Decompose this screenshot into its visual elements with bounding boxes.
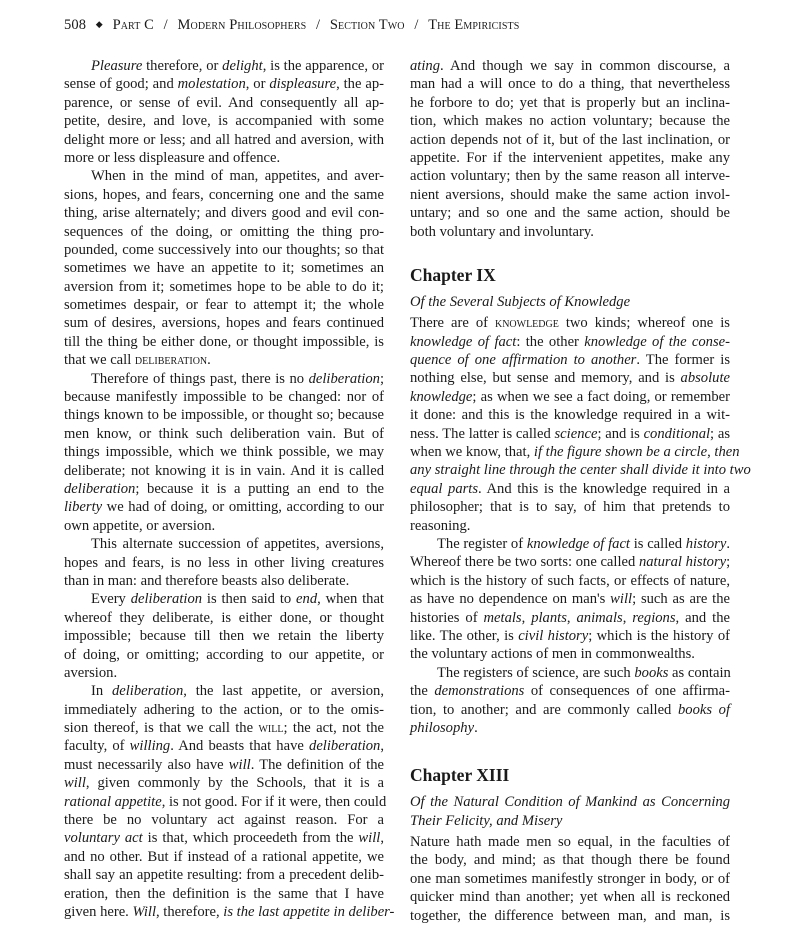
body-text: quicker mind than another; yet when all is reckoned xyxy=(410,889,730,906)
spacer xyxy=(410,737,730,763)
body-text: things impossible, which we think possible, we may xyxy=(64,444,384,461)
body-text: histories of xyxy=(410,609,484,626)
text-line xyxy=(410,94,730,112)
text-line xyxy=(410,590,730,608)
body-text: . And this is the knowledge required in a xyxy=(478,480,731,497)
text-line xyxy=(64,462,384,480)
text-line xyxy=(410,406,730,424)
italic-text: equal parts xyxy=(410,480,479,497)
body-text: of consequences of one affirma- xyxy=(524,683,730,700)
body-text: sequences of the doing, or omitting the thing pro- xyxy=(64,223,384,240)
text-line xyxy=(410,461,751,479)
body-text: than in man: and therefore beasts also deliberate. xyxy=(64,572,350,589)
text-line xyxy=(410,351,730,369)
italic-text: absolute xyxy=(680,370,730,387)
text-line xyxy=(64,278,384,296)
text-line xyxy=(64,296,384,314)
part-label: Part C xyxy=(112,17,154,33)
body-text: , xyxy=(566,609,577,626)
body-text: , or xyxy=(245,76,270,93)
body-text: ; as xyxy=(710,425,731,442)
body-text: men know, or think such deliberation vain. But of xyxy=(64,425,384,442)
body-text: parence, or sense of evil. And consequently all ap- xyxy=(64,94,384,111)
text-line xyxy=(64,498,384,516)
italic-text: demonstrations xyxy=(434,683,525,700)
italic-text: deliberation xyxy=(130,591,203,608)
body-text: , the ap- xyxy=(336,76,384,93)
text-line xyxy=(410,333,730,351)
body-text: more or less displeasure and offence. xyxy=(64,149,281,166)
text-line xyxy=(64,885,384,903)
italic-text: any straight line through the center shall divide it into two xyxy=(410,462,751,479)
body-text: hopes and fears, is no less in other living creatures xyxy=(64,554,384,571)
topic-label: The Empiricists xyxy=(428,17,520,33)
right-column xyxy=(410,57,751,925)
body-text: ; such as are the xyxy=(632,591,730,608)
text-line xyxy=(410,186,730,204)
text-line xyxy=(64,94,384,112)
body-text: he forbore to do; yet that is properly but an inclina- xyxy=(410,94,730,111)
body-text: ; the act, not the xyxy=(283,720,384,737)
text-line xyxy=(64,719,384,737)
body-text: thing, arise alternately; and divers good and evil con- xyxy=(64,205,384,222)
italic-text: philosophy xyxy=(410,719,475,736)
body-text: it done: and this is the knowledge required in a wit- xyxy=(410,407,730,424)
text-line xyxy=(410,443,740,461)
body-text: philosopher; that is to say, of him that pretends to xyxy=(410,499,730,516)
italic-text: liberty xyxy=(64,499,103,516)
continuation-lines xyxy=(410,57,730,241)
body-text: Whereof there be two sorts: one called xyxy=(410,554,639,571)
chapter-title: Chapter XIII xyxy=(410,765,510,786)
text-line xyxy=(64,646,384,664)
text-line xyxy=(410,553,730,571)
text-line xyxy=(410,75,730,93)
body-text: impossible; because till then we retain the liberty xyxy=(64,628,384,645)
small-caps-text: will xyxy=(258,720,284,737)
body-text: whereof they deliberate, is either done, or thought xyxy=(64,609,384,626)
body-text: . xyxy=(207,352,211,369)
body-text: , when that xyxy=(317,591,384,608)
italic-text: Pleasure xyxy=(91,58,143,74)
italic-text: civil history xyxy=(518,627,589,644)
italic-text: deliberation xyxy=(308,370,380,387)
italic-text: deliberation xyxy=(111,683,184,700)
body-text: eration, then the definition is the same that I have xyxy=(64,885,384,902)
body-text: , the last appetite, or aversion, xyxy=(183,683,384,700)
body-text: . xyxy=(474,719,478,736)
text-line xyxy=(64,627,384,645)
text-line xyxy=(64,223,384,241)
italic-text: regions xyxy=(632,609,676,626)
text-line xyxy=(410,535,730,553)
italic-text: will xyxy=(228,756,251,773)
body-text: The register of xyxy=(437,535,527,552)
text-line xyxy=(64,848,384,866)
body-text: one man sometimes manifestly stronger in body, or of xyxy=(410,870,730,887)
text-line xyxy=(64,590,384,608)
body-text: , is not good. For if it were, then could xyxy=(161,793,387,810)
body-text: , xyxy=(380,738,385,755)
small-caps-text: deliberation xyxy=(134,352,208,369)
text-line xyxy=(410,833,730,851)
text-line xyxy=(410,907,730,925)
body-text: sometimes we have an appetite to it; sometimes an xyxy=(64,260,384,277)
text-line xyxy=(410,851,730,869)
separator: / xyxy=(414,17,419,33)
body-text: deliberate; not knowing it is in vain. And it is called xyxy=(64,462,384,479)
body-text: action depends not of it, but of the last inclination, or xyxy=(410,131,730,148)
text-line xyxy=(410,167,730,185)
text-line xyxy=(64,682,384,700)
text-line xyxy=(64,370,384,388)
body-text: which is the history of such facts, or effects of nature, xyxy=(410,572,730,589)
body-text: sum of desires, aversions, hopes and fears continued xyxy=(64,315,384,332)
body-text: the body, and mind; as that though there be found xyxy=(410,852,730,869)
left-column-lines xyxy=(64,57,395,921)
text-line xyxy=(410,223,730,241)
text-line xyxy=(64,572,384,590)
body-text: , xyxy=(707,444,715,461)
body-text: , given commonly by the Schools, that it is a xyxy=(85,775,384,792)
body-text: . And beasts that have xyxy=(170,738,310,755)
body-text: . The former is xyxy=(636,352,730,369)
text-line xyxy=(64,333,384,351)
body-text: that we call xyxy=(64,352,135,369)
text-line xyxy=(410,425,730,443)
text-line xyxy=(64,443,384,461)
body-text: When in the mind of man, appetites, and aver- xyxy=(91,168,384,185)
small-caps-text: knowledge xyxy=(494,315,559,332)
body-text: , xyxy=(380,830,384,847)
italic-text: science xyxy=(554,425,598,442)
body-text: nothing else, but sense and memory, and is xyxy=(410,370,681,387)
italic-text: books of xyxy=(677,701,730,718)
italic-text: will xyxy=(610,591,633,608)
text-line xyxy=(410,664,730,682)
text-line xyxy=(64,903,395,921)
body-text: ness. The latter is called xyxy=(410,425,555,442)
text-line xyxy=(64,314,384,332)
italic-text: knowledge of fact xyxy=(526,535,630,552)
text-line xyxy=(410,517,730,535)
body-text: , xyxy=(622,609,633,626)
body-text: ; xyxy=(379,370,384,387)
body-text: ; as when we see a fact doing, or remember xyxy=(472,388,730,405)
body-text: like. The other, is xyxy=(410,627,519,644)
italic-text: Will xyxy=(132,903,156,920)
text-line xyxy=(64,866,384,884)
chapter-xiii xyxy=(410,763,730,925)
italic-text: knowledge xyxy=(410,388,473,405)
body-text: sense of good; and xyxy=(64,76,178,93)
text-line xyxy=(64,774,384,792)
body-text: delight more or less; and all hatred and aversion, with xyxy=(64,131,384,148)
page-number: 508 xyxy=(64,17,87,33)
body-text: ; xyxy=(726,554,731,571)
text-line xyxy=(410,719,730,737)
italic-text: knowledge of fact xyxy=(410,333,517,350)
body-text: the xyxy=(410,683,435,700)
chapter-title: Chapter IX xyxy=(410,264,496,285)
body-text: sion thereof, is that we call the xyxy=(64,720,259,737)
text-line xyxy=(410,149,730,167)
italic-text: if the figure shown be a circle xyxy=(533,444,708,461)
text-line xyxy=(64,112,384,130)
body-text: together, the difference between man, and man, is xyxy=(410,907,730,924)
text-line xyxy=(64,75,384,93)
text-line xyxy=(410,609,730,627)
text-line xyxy=(64,793,387,811)
italic-text: plants xyxy=(531,609,567,626)
body-text: as contain xyxy=(668,664,731,681)
text-line xyxy=(64,186,384,204)
body-text: is then said to xyxy=(202,591,297,608)
chapter-xiii-body xyxy=(410,833,730,925)
italic-text: animals xyxy=(576,609,623,626)
left-column xyxy=(64,57,395,921)
body-text: of doing, or omitting; according to our appetite, or xyxy=(64,646,384,663)
italic-text: rational appetite xyxy=(64,793,162,810)
italic-text: deliberation xyxy=(309,738,381,755)
text-line xyxy=(64,811,384,829)
text-line xyxy=(410,572,730,590)
body-text: Every xyxy=(91,591,131,608)
text-line xyxy=(64,388,384,406)
text-line xyxy=(64,701,384,719)
text-line xyxy=(410,701,730,719)
body-text: therefore, or xyxy=(142,58,223,74)
body-text: immediately adhering to the action, or to the omis- xyxy=(64,701,384,718)
body-text: tion, which makes no action voluntary; because the xyxy=(410,113,730,130)
italic-text: will xyxy=(358,830,381,847)
body-text: . The definition of the xyxy=(250,756,384,773)
italic-text: is the last appetite in deliber- xyxy=(223,903,395,920)
body-text: ; because it is a putting an end to the xyxy=(135,480,384,497)
body-text: nient aversions, should make the same action invol- xyxy=(410,186,730,203)
text-line xyxy=(64,756,384,774)
body-text: there be no voluntary act against reason. For a xyxy=(64,812,384,829)
body-text: reasoning. xyxy=(410,517,471,534)
body-text: is that, which proceedeth from the xyxy=(142,830,359,847)
body-text: aversion. xyxy=(64,664,118,681)
body-text: This alternate succession of appetites, aversions, xyxy=(91,536,384,553)
body-text: , xyxy=(521,609,532,626)
text-line xyxy=(410,131,730,149)
italic-text: molestation xyxy=(177,76,246,93)
italic-text: conditional xyxy=(643,425,711,442)
text-line xyxy=(64,351,384,369)
text-line xyxy=(64,829,384,847)
text-line xyxy=(410,204,730,222)
chapter-subtitle-line: Of the Natural Condition of Mankind as Concerning xyxy=(410,794,730,811)
text-line xyxy=(64,517,384,535)
body-text: aversion from it; sometimes hope to be able to do it; xyxy=(64,278,384,295)
text-line xyxy=(410,57,730,75)
body-text: faculty, of xyxy=(64,738,130,755)
italic-text: displeasure xyxy=(269,76,337,93)
section-label: Modern Philosophers xyxy=(177,17,307,33)
text-line xyxy=(410,870,730,888)
separator: / xyxy=(316,17,321,33)
body-text: : the other xyxy=(516,333,585,350)
body-text: when we know, that, xyxy=(410,444,534,461)
body-text: given here. xyxy=(64,903,133,920)
italic-text: history xyxy=(685,535,727,552)
text-line xyxy=(410,645,730,663)
chapter-subtitle: Of the Several Subjects of Knowledge xyxy=(410,293,631,310)
text-line xyxy=(410,627,730,645)
text-line xyxy=(64,204,384,222)
body-text: sometimes despair, or fear to attempt it; the whole xyxy=(64,297,384,314)
text-line xyxy=(410,888,730,906)
body-text: ; which is the history of xyxy=(588,627,730,644)
body-text: action voluntary; then by the same reason all interve- xyxy=(410,168,730,185)
text-line xyxy=(64,167,384,185)
text-line xyxy=(64,609,384,627)
body-text: , therefore, xyxy=(156,903,224,920)
italic-text: will xyxy=(64,775,86,792)
body-text: pounded, come successively into our thoughts; so that xyxy=(64,241,384,258)
body-text: own appetite, or aversion. xyxy=(64,517,216,534)
italic-text: delight xyxy=(222,58,263,74)
text-line xyxy=(64,664,384,682)
italic-text: ating xyxy=(410,58,440,74)
running-head xyxy=(64,17,519,34)
body-text: , and the xyxy=(675,609,730,626)
text-line xyxy=(410,682,730,700)
text-line xyxy=(410,388,730,406)
italic-text: voluntary act xyxy=(64,830,143,847)
body-text: till the thing be either done, or thought impossible, is xyxy=(64,333,384,350)
text-line xyxy=(64,241,384,259)
spacer xyxy=(410,241,730,263)
text-line xyxy=(410,112,730,130)
italic-text: deliberation xyxy=(64,480,136,497)
text-line xyxy=(410,480,730,498)
italic-text: end xyxy=(296,591,318,608)
body-text: because manifestly impossible to be changed: nor of xyxy=(64,389,384,406)
body-text: appetite. For if the intervenient appetites, make any xyxy=(410,149,730,166)
text-line xyxy=(64,149,384,167)
chapter-ix-body xyxy=(410,314,751,737)
text-line xyxy=(64,259,384,277)
body-text: Therefore of things past, there is no xyxy=(91,370,309,387)
body-text: man had a will once to do a thing, that nevertheless xyxy=(410,76,730,93)
body-text: two kinds; whereof one is xyxy=(558,315,730,332)
body-text: the voluntary actions of men in commonwealths. xyxy=(410,646,695,663)
text-line xyxy=(64,425,384,443)
text-line xyxy=(64,480,384,498)
body-text: The registers of science, are such xyxy=(437,664,635,681)
body-text: . xyxy=(726,535,730,552)
body-text: , is the apparence, or xyxy=(262,58,384,74)
diamond-ornament-icon: ◆ xyxy=(95,19,103,29)
italic-text: metals xyxy=(483,609,522,626)
chapter-subtitle-line: Their Felicity, and Misery xyxy=(410,812,563,829)
body-text: as have no dependence on man's xyxy=(410,591,611,608)
italic-text: natural history xyxy=(638,554,727,571)
text-line xyxy=(64,57,384,75)
text-line xyxy=(64,406,384,424)
separator: / xyxy=(163,17,168,33)
body-text: both voluntary and involuntary. xyxy=(410,223,594,240)
body-text: tion, to another; and are commonly called xyxy=(410,701,678,718)
body-text: . And though we say in common discourse, a xyxy=(440,58,730,74)
body-text: and no other. But if instead of a rational appetite, we xyxy=(64,848,384,865)
text-line xyxy=(64,737,384,755)
text-line xyxy=(64,535,384,553)
body-text: is called xyxy=(629,535,686,552)
italic-text: willing xyxy=(129,738,171,755)
body-text: untary; and so one and the same action, should be xyxy=(410,205,730,222)
body-text: shall say an appetite resulting: from a precedent delib- xyxy=(64,867,384,884)
body-text: In xyxy=(91,683,112,700)
text-line xyxy=(64,131,384,149)
body-text: things known to be impossible, or thought so; because xyxy=(64,407,384,424)
text-line xyxy=(410,498,730,516)
chapter-ix xyxy=(410,263,751,737)
subsection-label: Section Two xyxy=(329,17,405,33)
body-text: petite, desire, and love, is accompanied with some xyxy=(64,113,384,130)
italic-text: books xyxy=(634,664,669,681)
italic-text: knowledge of the conse- xyxy=(584,333,730,350)
body-text: we had of doing, or omitting, according to our xyxy=(102,499,384,516)
italic-text: quence of one affirmation to another xyxy=(410,352,637,369)
italic-text: then xyxy=(714,444,740,461)
body-text: ; and is xyxy=(597,425,644,442)
body-text: Nature hath made men so equal, in the faculties of xyxy=(410,834,730,851)
text-line xyxy=(410,369,730,387)
text-line xyxy=(64,554,384,572)
text-line xyxy=(410,314,730,332)
body-text: There are of xyxy=(410,315,495,332)
body-text: must necessarily also have xyxy=(64,756,229,773)
body-text: sions, hopes, and fears, concerning one and the same xyxy=(64,186,384,203)
